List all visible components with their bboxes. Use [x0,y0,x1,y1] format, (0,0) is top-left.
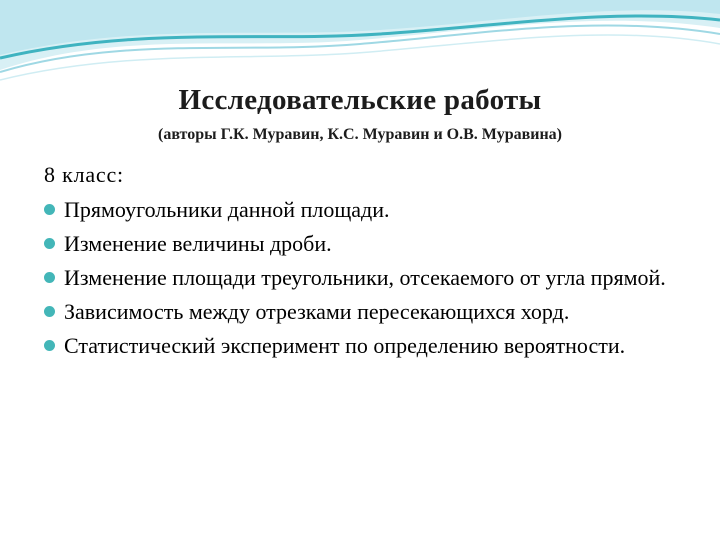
list-item-text: Изменение величины дроби. [64,231,332,256]
list-item-text: Прямоугольники данной площади. [64,197,390,222]
bullet-icon [44,340,55,351]
list-item [44,227,684,261]
bullet-icon [44,306,55,317]
list-item-text: Статистический эксперимент по определению вероятности. [64,333,626,358]
bullet-icon [44,272,55,283]
list-item-text: Зависимость между отрезками пересекающихся хорд. [64,299,570,324]
list-item [44,261,684,295]
bullet-icon [44,204,55,215]
grade-label: 8 класс: [44,162,124,187]
slide-subtitle: (авторы Г.К. Муравин, К.С. Муравин и О.В. Муравина) [157,126,562,143]
bullet-icon [44,238,55,249]
list-item-text: Изменение площади треугольники, отсекаемого от угла прямой. [64,265,666,290]
slide-title: Исследовательские работы [178,84,542,116]
list-item [44,295,684,329]
list-item [44,329,684,363]
list-item [44,193,684,227]
research-topic-list [44,193,684,363]
